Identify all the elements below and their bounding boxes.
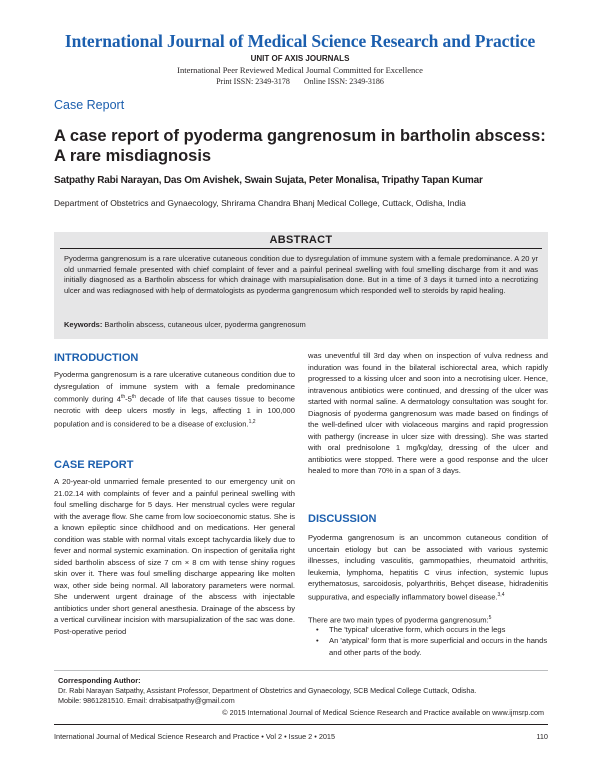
discussion-heading: DISCUSSION bbox=[308, 513, 377, 525]
author-list: Satpathy Rabi Narayan, Das Om Avishek, Swain Sujata, Peter Monalisa, Tripathy Tapan Kumar bbox=[54, 175, 483, 186]
footer-citation: International Journal of Medical Science Research and Practice • Vol 2 • Issue 2 • 2015 bbox=[54, 732, 336, 741]
abstract-divider bbox=[60, 248, 542, 249]
correspondence-details bbox=[58, 686, 538, 705]
online-issn: Online ISSN: 2349-3186 bbox=[303, 77, 384, 86]
keywords-label: Keywords: bbox=[64, 320, 103, 329]
page-number: 110 bbox=[536, 732, 548, 741]
affiliation: Department of Obstetrics and Gynaecology, Shrirama Chandra Bhanj Medical College, Cuttack, Odisha, India bbox=[54, 198, 466, 208]
peer-review-statement: International Peer Reviewed Medical Journal Committed for Excellence bbox=[177, 65, 423, 75]
introduction-heading: INTRODUCTION bbox=[54, 352, 139, 364]
case-report-text: A 20-year-old unmarried female presented to our emergency unit on 21.02.14 with complaints of fever and a painful perineal swelling with foul smelling discharge for 5 days. Her menstrual cycles were regular with the average flow. She came from low socioeconomic status. She is a known epileptic since childhood and on medications. Her general condition was stable with normal vitals except tachycardia likely due to fever and normal systemic examination. On inspection of genitalia right sided bartholin abscess of size 7 cm × 8 cm with tense shiny rogues skin over it. There was foul smelling discharge appearing like molten wax, other side being normal. All laboratory parameters were normal. She underwent urgent drainage of the abscess with injectable antibiotics under short general anesthesia. Drainage of the abscess by a vertical curvilinear incision with marsupialization of the sac was done. Post-operative period bbox=[54, 477, 295, 636]
copyright-notice: © 2015 International Journal of Medical Science Research and Practice available on www.ijmsrp.com bbox=[222, 708, 544, 717]
abstract-text: Pyoderma gangrenosum is a rare ulcerative cutaneous condition due to dysregulation of immune system with a female predominance. A 20 yr old unmarried female presented with chief complaint of fever and a painful perineal swelling with foul smelling discharge from it and was initially diagnosed as a Bartholin abscess for which drainage with marsupialisation done. But in a time of 3 days it turned into a necrotizing ulcer and was rediagnosed with help of dermatologists as pyoderma gangrenosum which responded well to steroids by rapid healing. bbox=[64, 254, 538, 295]
case-report-heading: CASE REPORT bbox=[54, 459, 134, 471]
list-item-text: The 'typical' ulcerative form, which occurs in the legs bbox=[329, 625, 506, 634]
publisher-name: UNIT OF AXIS JOURNALS bbox=[250, 54, 350, 63]
citation-ref: 3,4 bbox=[497, 591, 505, 598]
correspondence-divider bbox=[54, 670, 548, 671]
bullet-icon: • bbox=[316, 636, 319, 645]
correspondence-author: Dr. Rabi Narayan Satpathy, Assistant Professor, Department of Obstetrics and Gynaecology, SCB Medical College Cuttack, Odisha. bbox=[58, 686, 477, 695]
abstract-heading: ABSTRACT bbox=[269, 234, 333, 246]
issn-line bbox=[0, 77, 600, 86]
citation-ref: 5 bbox=[488, 615, 492, 621]
list-item-text: An 'atypical' form that is more superficial and occurs in the hands and other parts of the body. bbox=[329, 636, 548, 657]
journal-title: International Journal of Medical Science Research and Practice bbox=[64, 31, 536, 51]
print-issn: Print ISSN: 2349-3178 bbox=[216, 77, 290, 86]
keywords bbox=[64, 320, 306, 329]
bullet-icon: • bbox=[316, 625, 319, 634]
correspondence-heading: Corresponding Author: bbox=[58, 676, 141, 685]
citation-ref: 1,2 bbox=[248, 418, 256, 425]
article-type-label: Case Report bbox=[54, 98, 125, 112]
introduction-text: Pyoderma gangrenosum is a rare ulcerative cutaneous condition due to dysregulation of immune system with a female predominance commonly during 4th-5th decade of life that causes tissue to become necrotic with deep ulcers mostly in legs, affecting 1 in 100,000 population and is considered to be a disease of exclusion.$^{1,2}$ bbox=[54, 370, 295, 429]
types-intro-text: There are two main types of pyoderma gangrenosum:$^5$ bbox=[308, 615, 492, 625]
case-report-continued-text: was uneventful till 3rd day when on inspection of vulva redness and induration was found in the bilateral ischiorectal area, which rapidly progressed to a kissing ulcer and soon into a necrotising ulcer. Hence, intravenous antibiotics were continued, and dressing of the ulcer was started with normal saline. A dermatology consultation was sought for. Diagnosis of pyoderma gangrenosum was made based on findings of the well-defined ulcer with violaceous margins and rapid progression with pathergy (increase in ulcer size with dressing). She was started with oral prednisolone 1 mg/kg/day, dressing of the ulcer and antibiotics were stopped. There were a good response and the ulcer healed to more than 70% in a span of 3 days. bbox=[308, 351, 548, 475]
footer-divider bbox=[54, 724, 548, 725]
discussion-text: Pyoderma gangrenosum is an uncommon cutaneous condition of uncertain etiology but can be associated with various systemic illnesses, including vasculitis, gammopathies, rheumatoid arthritis, leukemia, lymphoma, hepatitis C virus infection, systemic lupus erythematosus, sarcoidosis, polyarthritis, Behçet disease, hidradenitis suppurativa, and especially inflammatory bowel disease.$^{3,4}$ bbox=[308, 533, 548, 602]
correspondence-contact: Mobile: 9861281510. Email: drrabisatpathy@gmail.com bbox=[58, 695, 235, 705]
article-title: A case report of pyoderma gangrenosum in bartholin abscess: A rare misdiagnosis bbox=[54, 127, 546, 165]
keywords-list: Bartholin abscess, cutaneous ulcer, pyoderma gangrenosum bbox=[102, 320, 306, 329]
